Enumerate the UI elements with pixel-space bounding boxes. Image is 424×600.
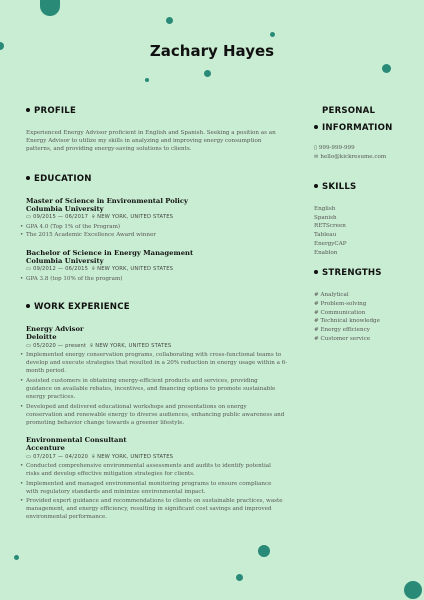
school-name: Columbia University: [26, 205, 104, 213]
decor-dot: [270, 32, 275, 37]
education-meta: ▭ 09/2012 — 06/2015 ⌾ NEW YORK, UNITED STATES: [26, 266, 174, 272]
job-title: Energy Advisor: [26, 325, 84, 333]
strength-item: # Customer service: [314, 336, 371, 342]
section-skills: SKILLS: [314, 182, 356, 192]
list-item: • Implemented and managed environmental monitoring programs to ensure compliance with regulatory standards and minimize environmental impact.: [26, 480, 306, 496]
degree-title: Master of Science in Environmental Policy: [26, 197, 188, 205]
skill-item: English: [314, 206, 336, 212]
calendar-icon: ▭: [26, 266, 32, 272]
candidate-name: Zachary Hayes: [149, 42, 275, 60]
list-item: • Developed and delivered educational workshops and presentations on energy conservation and renewable energy to diverse audiences, enhancing public awareness and promoting behavior change towards a greener lifestyle.: [26, 403, 306, 427]
strength-item: # Problem-solving: [314, 301, 367, 307]
list-item: • Provided expert guidance and recommendations to clients on sustainable practices, waste management, and energy efficiency, resulting in significant cost savings and improved environmental performance.: [26, 497, 306, 521]
strength-item: # Communication: [314, 310, 366, 316]
decor-dot: [382, 64, 391, 73]
list-item: • Conducted comprehensive environmental assessments and audits to identify potential risks and develop effective mitigation strategies for clients.: [26, 462, 306, 478]
location-pin-icon: ⌾: [91, 266, 96, 272]
decor-dot: [258, 545, 270, 557]
strength-item: # Energy efficiency: [314, 327, 370, 333]
education-meta: ▭ 09/2015 — 06/2017 ⌾ NEW YORK, UNITED STATES: [26, 214, 174, 220]
location-pin-icon: ⌾: [89, 343, 94, 349]
section-work-experience: WORK EXPERIENCE: [26, 302, 130, 312]
section-strengths: STRENGTHS: [314, 268, 382, 278]
decor-dot: [404, 581, 422, 599]
calendar-icon: ▭: [26, 343, 32, 349]
list-item: • GPA 4.0 (Top 1% of the Program): [26, 223, 120, 231]
skill-item: Enablon: [314, 250, 338, 256]
job-meta: ▭ 07/2017 — 04/2020 ⌾ NEW YORK, UNITED STATES: [26, 454, 174, 460]
calendar-icon: ▭: [26, 214, 32, 220]
decor-dot: [236, 574, 243, 581]
contact-phone[interactable]: ▯ 999-999-999: [314, 145, 355, 151]
bullet-icon: [314, 270, 318, 274]
degree-title: Bachelor of Science in Energy Management: [26, 249, 194, 257]
strength-item: # Analytical: [314, 292, 349, 298]
section-profile: PROFILE: [26, 106, 76, 116]
bullet-icon: [26, 108, 30, 112]
job-meta: ▭ 05/2020 — present ⌾ NEW YORK, UNITED STATES: [26, 343, 172, 349]
job-title: Environmental Consultant: [26, 436, 127, 444]
list-item: • Assisted customers in obtaining energy-efficient products and services, providing guidance on available rebates, incentives, and financing options to promote sustainable energy practices.: [26, 377, 306, 401]
section-education: EDUCATION: [26, 174, 92, 184]
list-item: • GPA 3.8 (top 10% of the program): [26, 275, 122, 283]
bullet-icon: [26, 176, 30, 180]
skill-item: Tableau: [314, 232, 337, 238]
decor-dot: [166, 17, 173, 24]
company-name: Deloitte: [26, 333, 57, 341]
section-personal-info-line2: INFORMATION: [314, 123, 392, 133]
calendar-icon: ▭: [26, 454, 32, 460]
location-pin-icon: ⌾: [91, 214, 96, 220]
location-pin-icon: ⌾: [91, 454, 96, 460]
bullet-icon: [314, 125, 318, 129]
phone-icon: ▯: [314, 145, 317, 151]
email-icon: ✉: [314, 154, 319, 160]
school-name: Columbia University: [26, 257, 104, 265]
bullet-icon: [314, 184, 318, 188]
decor-dot: [14, 555, 19, 560]
bullet-icon: [26, 304, 30, 308]
skill-item: Spanish: [314, 215, 337, 221]
skill-item: RETScreen: [314, 223, 346, 229]
decor-dot: [204, 70, 211, 77]
section-personal-info: PERSONAL: [322, 106, 376, 116]
strength-item: # Technical knowledge: [314, 318, 380, 324]
profile-text: Experienced Energy Advisor proficient in English and Spanish. Seeking a position as an Energy Advisor to utilize my skills in analyzing and improving energy consumption patterns, and providing energy-saving solutions to clients.: [26, 130, 276, 152]
list-item: • Implemented energy conservation programs, collaborating with cross-functional teams to develop and execute strategies that resulted in a 20% reduction in energy usage within a 6- month period.: [26, 351, 306, 375]
contact-email[interactable]: ✉ hello@kickresume.com: [314, 154, 387, 160]
decor-dot: [40, 0, 60, 16]
company-name: Accenture: [26, 444, 65, 452]
skill-item: EnergyCAP: [314, 241, 347, 247]
decor-dot: [145, 78, 149, 82]
list-item: • The 2015 Academic Excellence Award winner: [26, 231, 156, 239]
